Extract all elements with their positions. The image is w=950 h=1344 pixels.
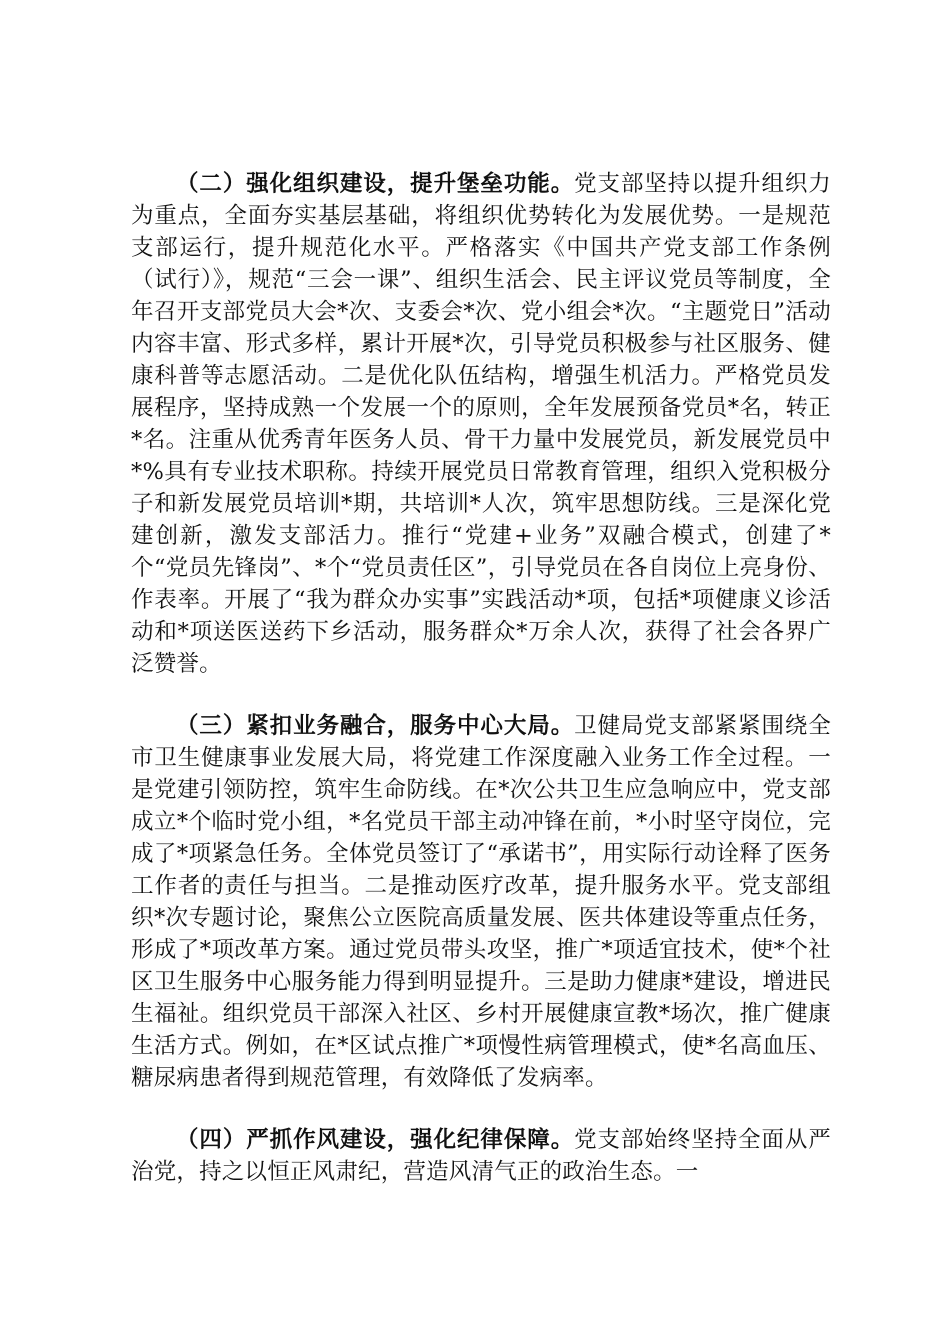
section-heading-3: （三）紧扣业务融合，服务中心大局。 bbox=[176, 713, 575, 739]
section-body-3: 卫健局党支部紧紧围绕全市卫生健康事业发展大局，将党建工作深度融入业务工作全过程。一是党建引领防控，筑牢生命防线。在*次公共卫生应急响应中，党支部成立*个临时党小组，*名党员干部主动冲锋在前，*小时坚守岗位，完成了*项紧急任务。全体党员签订了“承诺书”，用实际行动诠释了医务工作者的责任与担当。二是推动医疗改革，提升服务水平。党支部组织*次专题讨论，聚焦公立医院高质量发展、医共体建设等重点任务，形成了*项改革方案。通过党员带头攻坚，推广*项适宜技术，使*个社区卫生服务中心服务能力得到明显提升。三是助力健康*建设，增进民生福祉。组织党员干部深入社区、乡村开展健康宣教*场次，推广健康生活方式。例如，在*区试点推广*项慢性病管理模式，使*名高血压、糖尿病患者得到规范管理，有效降低了发病率。 bbox=[131, 713, 832, 1091]
section-body-2: 党支部坚持以提升组织力为重点，全面夯实基层基础，将组织优势转化为发展优势。一是规范支部运行，提升规范化水平。严格落实《中国共产党支部工作条例（试行）》，规范“三会一课”、组织生活会、民主评议党员等制度，全年召开支部党员大会*次、支委会*次、党小组会*次。“主题党日”活动内容丰富、形式多样，累计开展*次，引导党员积极参与社区服务、健康科普等志愿活动。二是优化队伍结构，增强生机活力。严格党员发展程序，坚持成熟一个发展一个的原则，全年发展预备党员*名，转正*名。注重从优秀青年医务人员、骨干力量中发展党员，新发展党员中*%具有专业技术职称。持续开展党员日常教育管理，组织入党积极分子和新发展党员培训*期，共培训*人次，筑牢思想防线。三是深化党建创新，激发支部活力。推行“党建+业务”双融合模式，创建了*个“党员先锋岗”、*个“党员责任区”，引导党员在各自岗位上亮身份、作表率。开展了“我为群众办实事”实践活动*项，包括*项健康义诊活动和*项送医送药下乡活动，服务群众*万余人次，获得了社会各界广泛赞誉。 bbox=[131, 171, 832, 677]
paragraph-work-style bbox=[131, 1124, 831, 1188]
section-heading-2: （二）强化组织建设，提升堡垒功能。 bbox=[176, 171, 575, 197]
paragraph-business-integration bbox=[131, 710, 831, 1094]
section-heading-4: （四）严抓作风建设，强化纪律保障。 bbox=[176, 1127, 575, 1153]
section-body-4: 党支部始终坚持全面从严治党，持之以恒正风肃纪，营造风清气正的政治生态。一 bbox=[131, 1127, 832, 1185]
document-page bbox=[131, 168, 831, 1218]
paragraph-org-building bbox=[131, 168, 831, 680]
